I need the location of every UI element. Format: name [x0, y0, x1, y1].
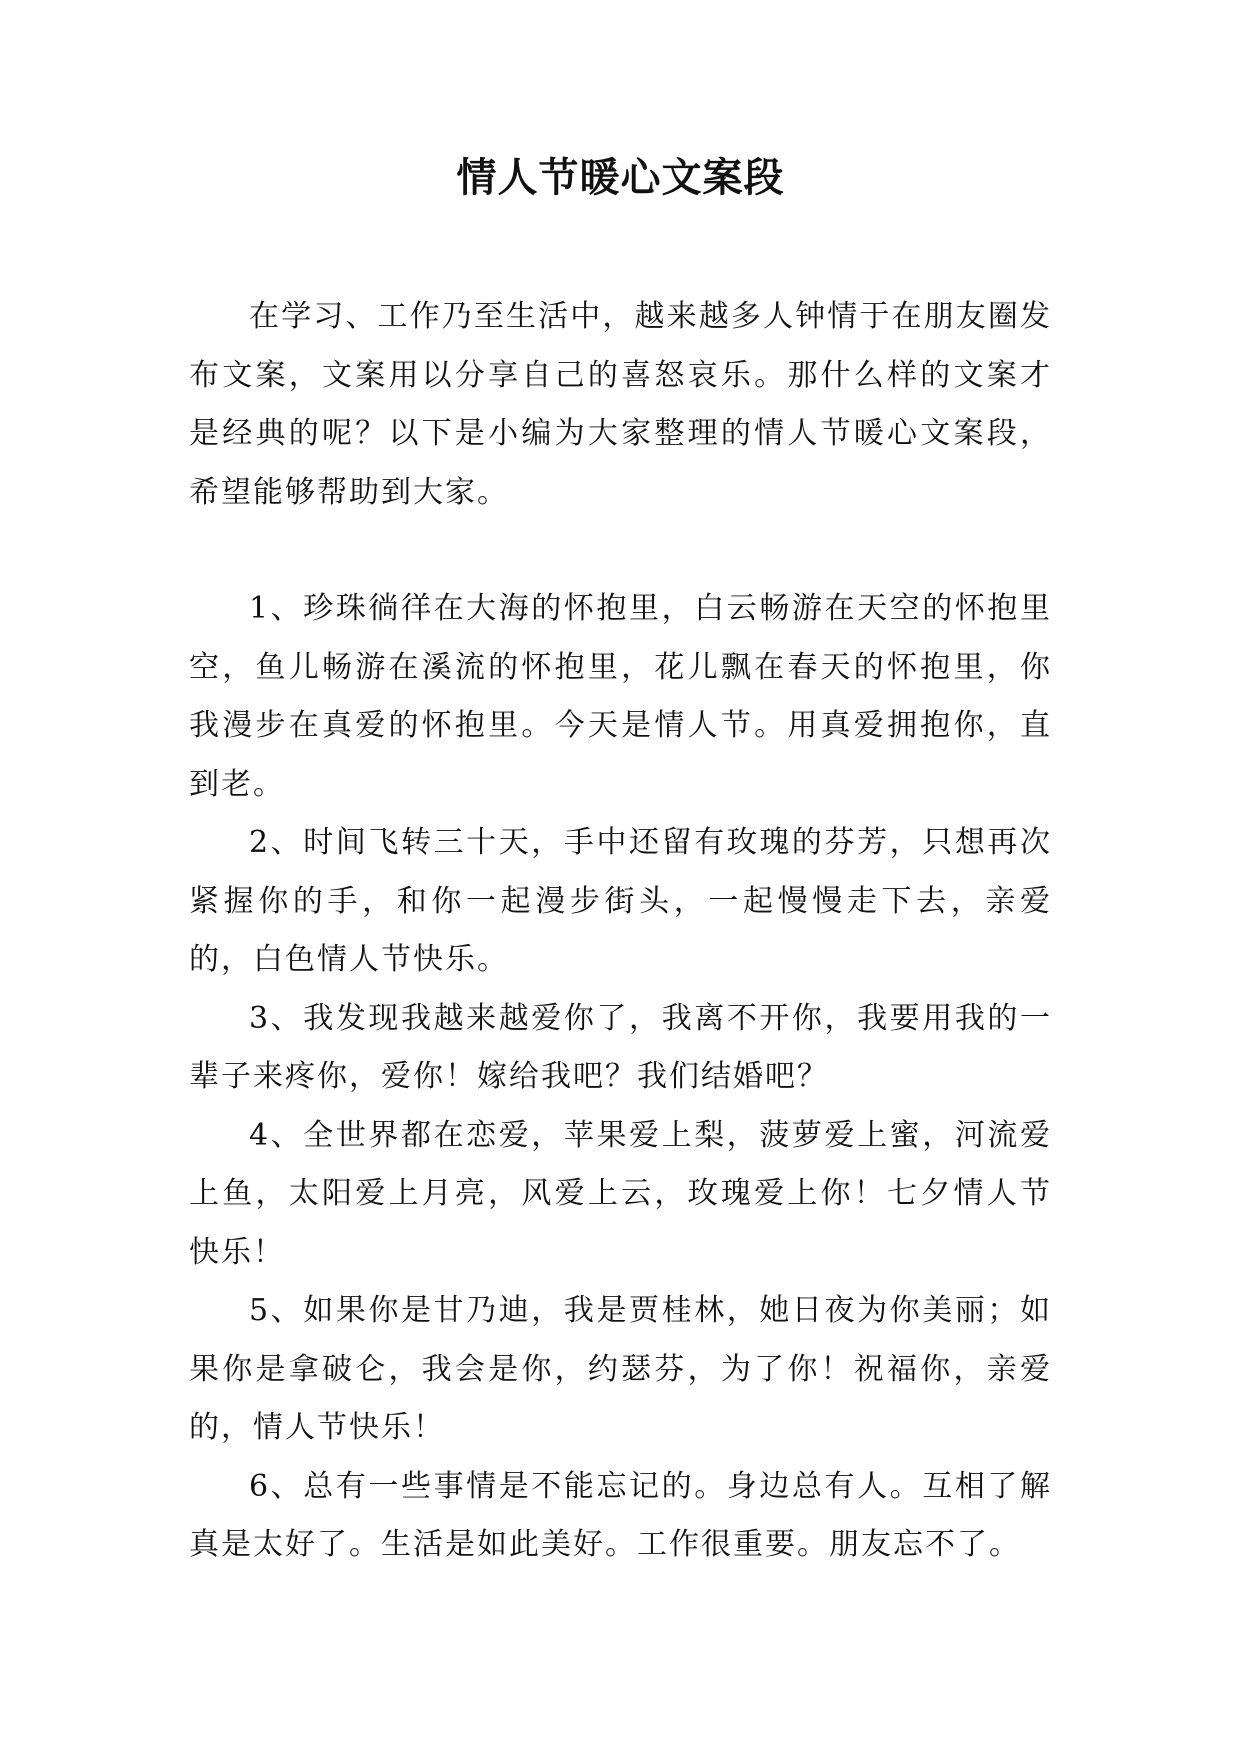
- list-item-1: 1、珍珠徜徉在大海的怀抱里，白云畅游在天空的怀抱里空，鱼儿畅游在溪流的怀抱里，花儿飘在春天的怀抱里，你我漫步在真爱的怀抱里。今天是情人节。用真爱拥抱你，直到老。: [189, 591, 1052, 802]
- intro-paragraph: 在学习、工作乃至生活中，越来越多人钟情于在朋友圈发布文案，文案用以分享自己的喜怒哀乐。那什么样的文案才是经典的呢？以下是小编为大家整理的情人节暖心文案段，希望能够帮助到大家。: [189, 299, 1052, 510]
- list-item-4: 4、全世界都在恋爱，苹果爱上梨，菠萝爱上蜜，河流爱上鱼，太阳爱上月亮，风爱上云，玫瑰爱上你！七夕情人节快乐！: [189, 1117, 1052, 1270]
- list-item-6: 6、总有一些事情是不能忘记的。身边总有人。互相了解真是太好了。生活是如此美好。工作很重要。朋友忘不了。: [189, 1468, 1052, 1562]
- list-item-2: 2、时间飞转三十天，手中还留有玫瑰的芬芳，只想再次紧握你的手，和你一起漫步街头，一起慢慢走下去，亲爱的，白色情人节快乐。: [189, 825, 1052, 977]
- document-title: 情人节暖心文案段: [456, 155, 785, 201]
- list-item-5: 5、如果你是甘乃迪，我是贾桂林，她日夜为你美丽；如果你是拿破仑，我会是你，约瑟芬，为了你！祝福你，亲爱的，情人节快乐！: [189, 1293, 1052, 1445]
- document-body: [189, 288, 1052, 1575]
- list-item-3: 3、我发现我越来越爱你了，我离不开你，我要用我的一辈子来疼你，爱你！嫁给我吧？我们结婚吧？: [189, 1000, 1052, 1094]
